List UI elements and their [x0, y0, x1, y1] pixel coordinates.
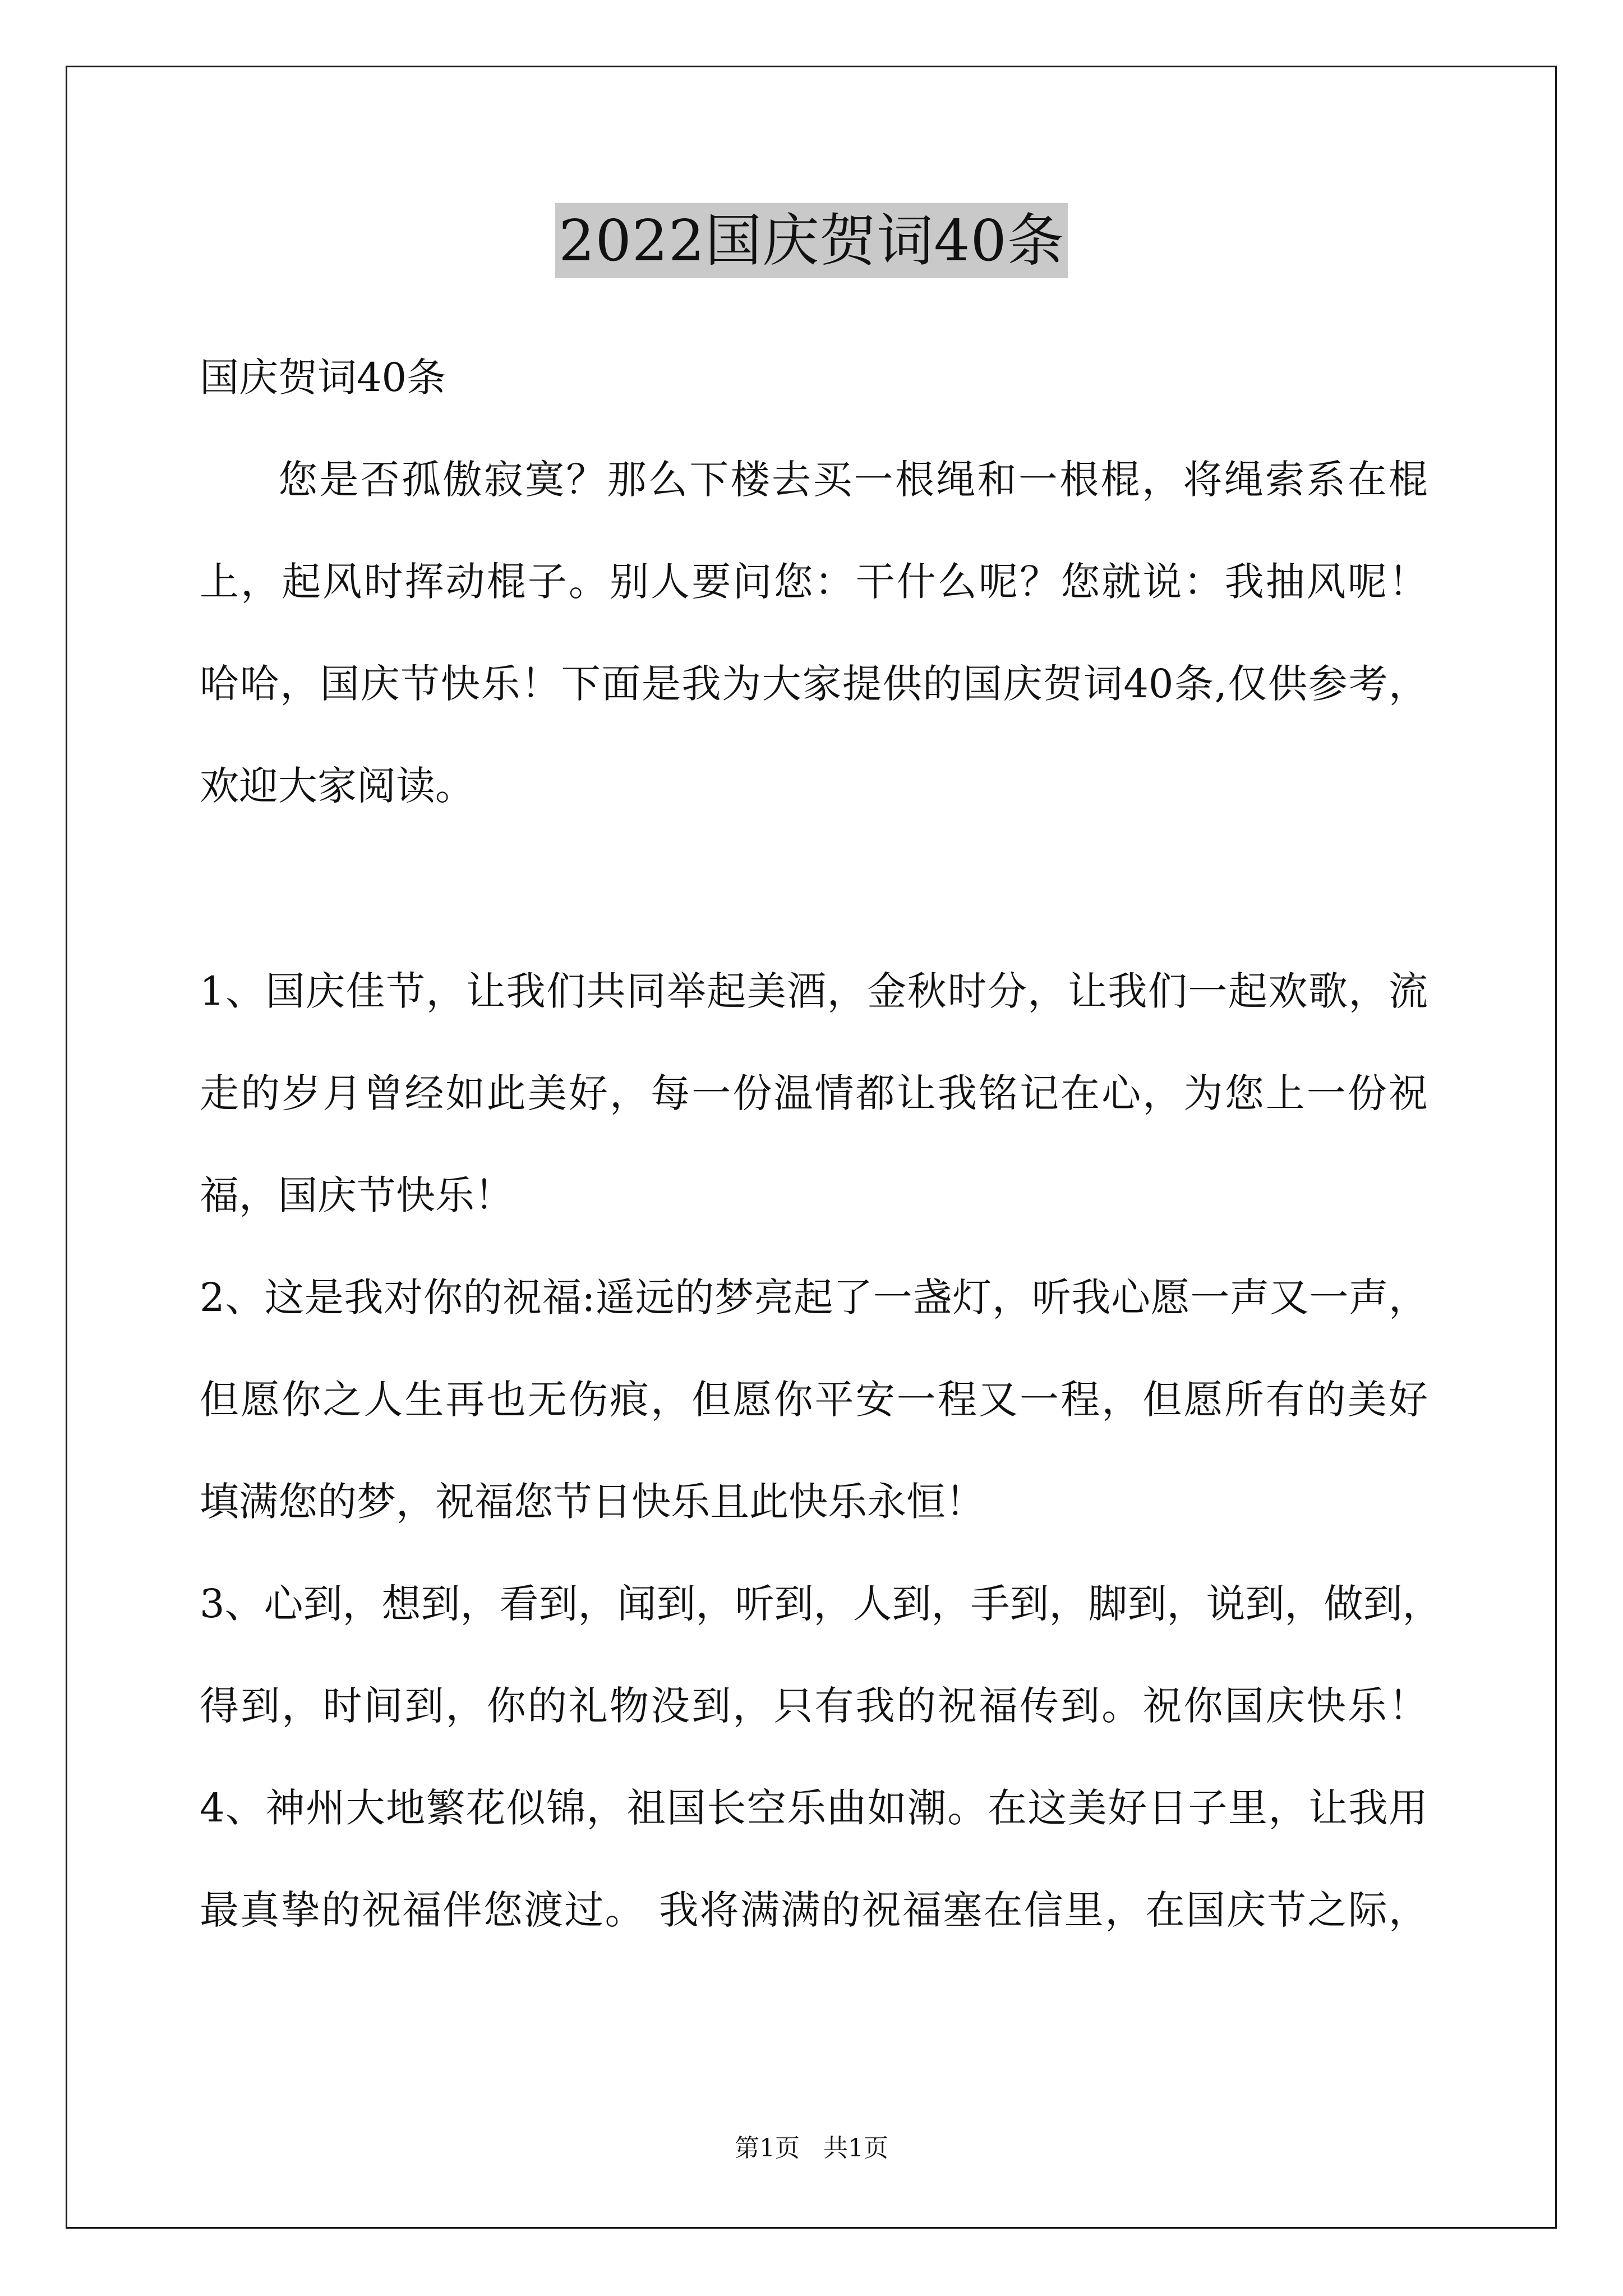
- item-2-line-1: 2、这是我对你的祝福:遥远的梦亮起了一盏灯，听我心愿一声又一声，: [200, 1274, 1428, 1320]
- intro-line-2: 上，起风时挥动棍子。别人要问您：干什么呢？您就说：我抽风呢！: [200, 559, 1428, 605]
- item-2-line-2: 但愿你之人生再也无伤痕，但愿你平安一程又一程，但愿所有的美好: [200, 1377, 1428, 1423]
- intro-line-3: 哈哈，国庆节快乐！下面是我为大家提供的国庆贺词40条,仅供参考，: [200, 661, 1428, 707]
- page-total: 共1页: [823, 2134, 888, 2162]
- paragraph-gap: [200, 849, 1428, 952]
- item-1-line-2: 走的岁月曾经如此美好，每一份温情都让我铭记在心，为您上一份祝: [200, 1070, 1428, 1116]
- item-1-line-1: 1、国庆佳节，让我们共同举起美酒，金秋时分，让我们一起欢歌，流: [200, 968, 1428, 1014]
- item-4-line-2: 最真挚的祝福伴您渡过。 我将满满的祝福塞在信里，在国庆节之际，: [200, 1887, 1428, 1933]
- item-4-line-1: 4、神州大地繁花似锦，祖国长空乐曲如潮。在这美好日子里，让我用: [200, 1785, 1428, 1831]
- intro-line-4: 欢迎大家阅读。: [200, 763, 474, 809]
- item-3-line-1: 3、心到，想到，看到，闻到，听到，人到，手到，脚到，说到，做到，: [200, 1581, 1442, 1627]
- page-footer: [0, 2132, 1623, 2165]
- item-3-line-2: 得到，时间到，你的礼物没到，只有我的祝福传到。祝你国庆快乐！: [200, 1683, 1428, 1729]
- document-body: [200, 338, 1442, 1973]
- item-1-line-3: 福，国庆节快乐！: [200, 1172, 514, 1218]
- document-title: 2022国庆贺词40条: [555, 203, 1068, 278]
- intro-line-1: 您是否孤傲寂寞？那么下楼去买一根绳和一根棍，将绳索系在棍: [278, 457, 1428, 503]
- subtitle-line: 国庆贺词40条: [200, 355, 446, 401]
- page-number: 第1页: [735, 2134, 800, 2162]
- title-container: [0, 203, 1623, 278]
- item-2-line-3: 填满您的梦，祝福您节日快乐且此快乐永恒！: [200, 1479, 985, 1525]
